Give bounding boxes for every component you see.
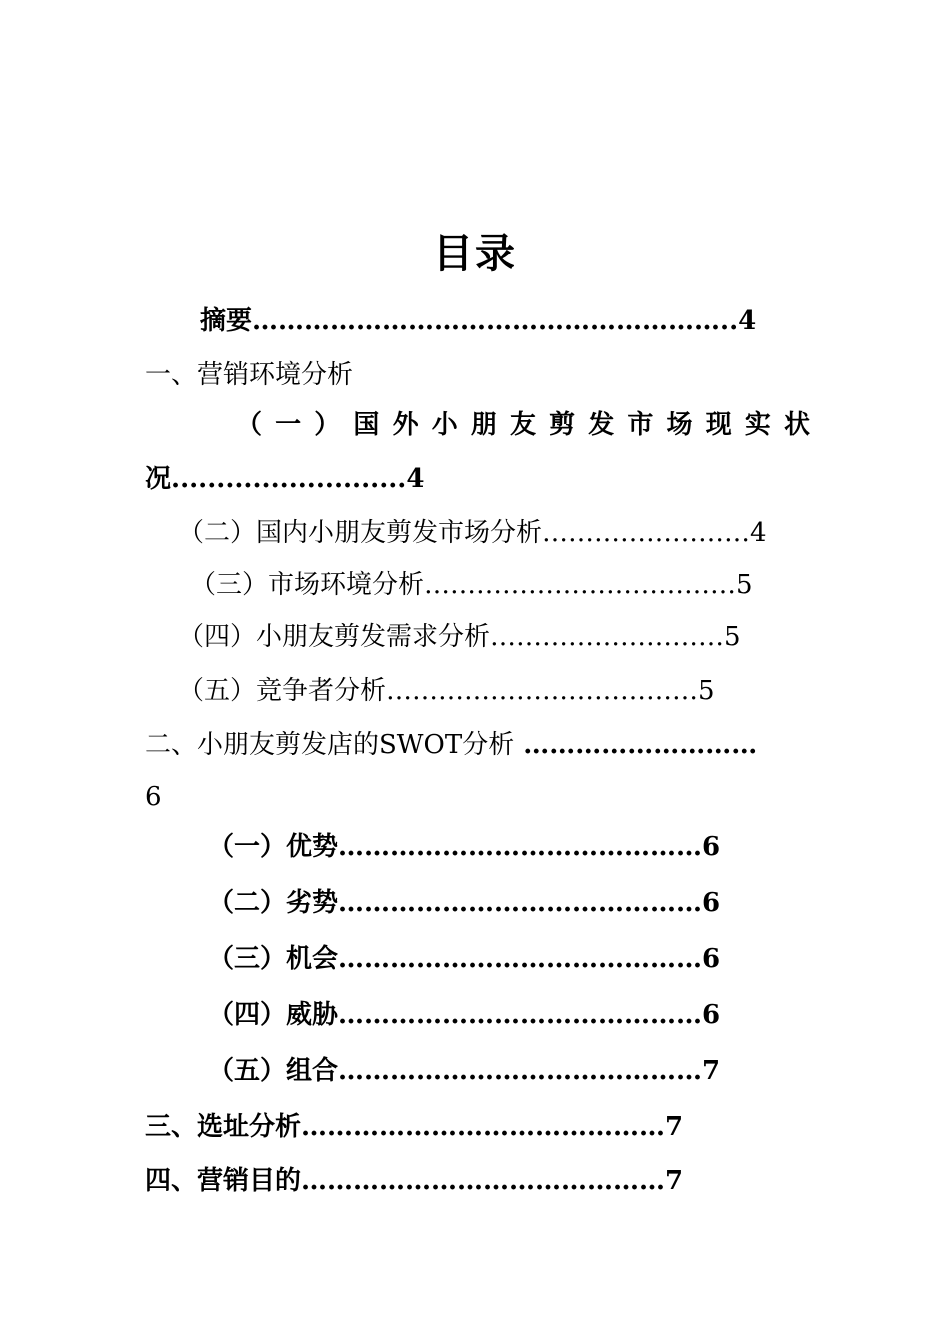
toc-entry-leader: ……………………………………………… [252, 306, 721, 336]
toc-entry-leader: …………………………………… [301, 1112, 666, 1142]
toc-entry-page: 6 [702, 888, 721, 918]
char: 发 [588, 410, 615, 440]
toc-entry-leader: …………………………………… [338, 944, 703, 974]
char: 状 [783, 410, 810, 440]
char: 一 [275, 410, 302, 440]
toc-entry-text: （五）竞争者分析 [178, 676, 387, 706]
toc-entry-text: 摘要 [200, 306, 253, 336]
toc-entry-text: （二）国内小朋友剪发市场分析 [178, 518, 543, 548]
toc-entry-leader: …………………………………… [338, 1056, 703, 1086]
toc-entry-section-4[interactable] [145, 1164, 683, 1198]
toc-entry-page: 6 [702, 1000, 721, 1030]
toc-entry-page: 4 [406, 464, 425, 494]
toc-entry-2-4[interactable] [208, 998, 720, 1032]
char: 市 [627, 410, 654, 440]
toc-entry-2-3[interactable] [208, 942, 720, 976]
toc-entry-text: （三）机会 [208, 944, 339, 974]
toc-entry-page: 7 [702, 1056, 721, 1086]
toc-entry-text: （四）威胁 [208, 1000, 339, 1030]
char: 剪 [549, 410, 576, 440]
toc-entry-leader: …………………………………… [301, 1166, 666, 1196]
toc-entry-2-1[interactable] [208, 830, 720, 864]
toc-entry-page: 5 [698, 676, 715, 706]
toc-entry-text: （四）小朋友剪发需求分析 [178, 622, 491, 652]
toc-entry-section-2[interactable] [145, 728, 757, 762]
toc-entry-section-2-page [145, 780, 162, 814]
toc-entry-page: 5 [736, 570, 753, 600]
toc-entry-page: 6 [145, 782, 162, 812]
toc-entry-text: 一、营销环境分析 [145, 360, 354, 390]
toc-entry-page: 6 [702, 832, 721, 862]
char: ） [314, 410, 341, 440]
char: 友 [509, 410, 536, 440]
toc-entry-continuation[interactable] [145, 462, 424, 496]
toc-entry-1-3[interactable] [190, 568, 753, 602]
toc-entry-leader: .......................... [171, 464, 407, 494]
toc-entry-text: （一）优势 [208, 832, 339, 862]
toc-entry-1-5[interactable] [178, 674, 715, 708]
toc-entry-justified-line[interactable] [236, 408, 810, 442]
toc-entry-text: 三、选址分析 [145, 1112, 302, 1142]
toc-entry-text: 况 [145, 464, 172, 494]
toc-entry-leader: ……………………………… [424, 570, 737, 600]
char: 朋 [470, 410, 497, 440]
toc-entry-leader: …………………………………… [338, 888, 703, 918]
toc-entry-leader: ……………………… [514, 730, 758, 760]
toc-entry-page: 4 [750, 518, 767, 548]
char: 国 [353, 410, 380, 440]
toc-entry-text: 二、小朋友剪发店的SWOT分析 [145, 730, 515, 760]
toc-entry-page: 7 [665, 1166, 684, 1196]
toc-entry-2-2[interactable] [208, 886, 720, 920]
toc-entry-text: （二）劣势 [208, 888, 339, 918]
toc-entry-leader: …………………………………… [338, 1000, 703, 1030]
toc-entry-section-3[interactable] [145, 1110, 683, 1144]
toc-entry-leader: ……………………… [490, 622, 725, 652]
char: 外 [392, 410, 419, 440]
toc-entry-leader: …………………… [542, 518, 751, 548]
toc-entry-text: （五）组合 [208, 1056, 339, 1086]
toc-title: 目录 [433, 231, 517, 277]
char: （ [236, 410, 263, 440]
toc-entry-page: 6 [702, 944, 721, 974]
toc-entry-2-5[interactable] [208, 1054, 720, 1088]
toc-entry-text: 四、营销目的 [145, 1166, 302, 1196]
toc-entry-abstract[interactable] [200, 304, 756, 338]
toc-entry-page: ..4 [720, 306, 757, 336]
toc-entry-1-2[interactable] [178, 516, 767, 550]
toc-entry-leader: ……………………………… [386, 676, 699, 706]
toc-entry-page: 5 [724, 622, 741, 652]
char: 现 [705, 410, 732, 440]
char: 小 [431, 410, 458, 440]
char: 实 [744, 410, 771, 440]
toc-entry-text: （三）市场环境分析 [190, 570, 425, 600]
toc-entry-1-4[interactable] [178, 620, 741, 654]
toc-entry-page: 7 [665, 1112, 684, 1142]
char: 场 [666, 410, 693, 440]
toc-entry-leader: …………………………………… [338, 832, 703, 862]
toc-entry-section-1[interactable] [145, 358, 353, 392]
